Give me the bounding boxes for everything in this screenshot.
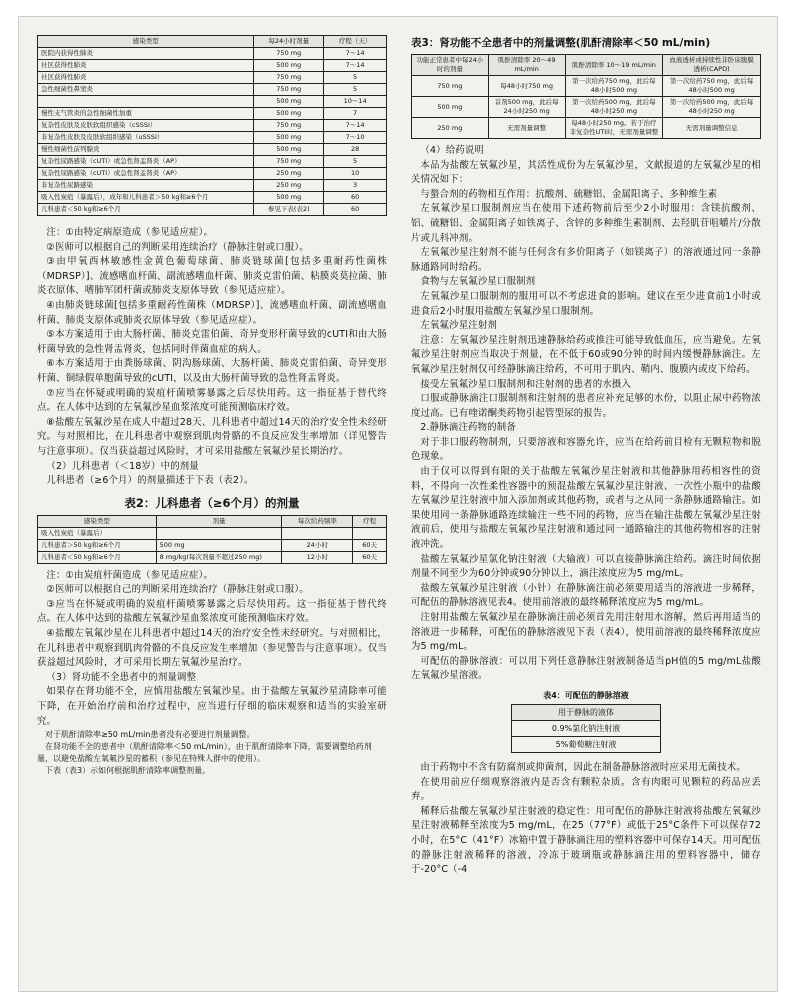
table-cell: 500 mg	[412, 97, 489, 118]
paragraph: 如果存在肾功能不全，应慎用盐酸左氧氟沙星。由于盐酸左氧氟沙星清除率可能下降，在开始治疗前和治疗过程中，应当进行仔细的临床观察和适当的实验室研究。	[37, 686, 387, 727]
table-cell	[156, 527, 282, 539]
paragraph: 由于药物中不含有防腐剂或抑菌剂，因此在制备静脉溶液时应采用无菌技术。	[420, 761, 746, 773]
table-1-dosage	[37, 35, 387, 216]
table-cell: 儿科患者＜50 kg和≥6个月	[38, 204, 254, 216]
paragraph: 与螯合剂的药物相互作用：抗酸剂、硫糖铝、金属阳离子、多种维生素	[420, 188, 718, 200]
paragraph: 稀释后盐酸左氧氟沙星注射液的稳定性：用可配伍的静脉注射液将盐酸左氧氟沙星注射液稀释至浓度为5 mg/mL，在25（77°F）或低于25°C条件下可以保存72小时，在5°C（41°F）冰箱中置于静脉滴注用的塑料容器中可保存14天。用可配伍的静脉注射液稀释的溶液，冷冻于玻璃瓶或静脉滴注用的塑料容器中，储存于-20°C（-4	[411, 805, 761, 876]
table-3-title: 表3：肾功能不全患者中的剂量调整(肌酐清除率＜50 mL/min)	[411, 37, 711, 49]
paragraph: 在使用前应仔细观察溶液内是否含有颗粒杂质。含有肉眼可见颗粒的药品应丢弃。	[411, 776, 761, 803]
paragraph: ⑤本方案适用于由大肠杆菌、肺炎克雷伯菌、奇异变形杆菌导致的cUTI和由大肠杆菌导致的急性肾盂肾炎，包括同时伴菌血症的病人。	[37, 329, 387, 355]
table-row	[512, 704, 661, 720]
table-cell: 急性细菌性鼻窦炎	[38, 84, 254, 96]
table-row	[512, 720, 661, 736]
table-2-body	[38, 527, 387, 563]
col-header: 剂量	[156, 515, 282, 527]
table-cell: 5	[324, 84, 387, 96]
paragraph: ④盐酸左氧氟沙星在儿科患者中超过14天的治疗安全性未经研究。与对照相比，在儿科患者中观察到肌肉骨骼的不良反应发生率增加（参见警告与注意事项）。仅当获益超过风险时，才可采用长期左氧氟沙星治疗。	[37, 628, 387, 669]
table-row	[38, 551, 387, 563]
col-header: 感染类型	[38, 515, 157, 527]
paragraph: 可配伍的静脉溶液：可以用下列任意静脉注射液制备适当pH值的5 mg/mL盐酸左氧氟沙星溶液。	[411, 655, 761, 682]
subheading: 接受左氧氟沙星口服制剂和注射剂的患者的水摄入	[420, 378, 632, 390]
table-cell: 非复杂性皮肤及皮肤软组织感染（uSSSI）	[38, 132, 254, 144]
table-cell	[282, 527, 353, 539]
table-cell: 500 mg	[254, 108, 324, 120]
table-cell: 250 mg	[254, 180, 324, 192]
col-header: 肌酐清除率 20～49 mL/min	[488, 55, 565, 76]
table-cell: 750 mg	[254, 48, 324, 60]
table-row	[38, 539, 387, 551]
table-cell: 500 mg	[254, 96, 324, 108]
table-cell: 500 mg	[254, 60, 324, 72]
table-cell: 复杂性尿路感染（cUTI）或急性肾盂肾炎（AP）	[38, 168, 254, 180]
table-cell: 7～10	[324, 132, 387, 144]
table-cell: 社区获得性肺炎	[38, 60, 254, 72]
col-header: 血液透析或持续性非卧床腹膜透析(CAPD)	[663, 55, 761, 76]
table-cell	[353, 527, 387, 539]
subheading: 左氧氟沙星注射剂	[420, 320, 497, 332]
table-cell: 无需剂量调整信息	[663, 118, 761, 139]
small-paragraph: 对于肌酐清除率≥50 mL/min患者没有必要进行剂量调整。	[45, 730, 255, 740]
table-row	[412, 76, 761, 97]
table-cell: 每48小时750 mg	[488, 76, 565, 97]
left-column	[37, 35, 387, 777]
table-cell: 非复杂性尿路感染	[38, 180, 254, 192]
table-cell: 7	[324, 108, 387, 120]
table-cell: 28	[324, 144, 387, 156]
table-cell: 7～14	[324, 48, 387, 60]
paragraph: 左氧氟沙星口服制剂应当在使用下述药物前后至少2小时服用：含镁抗酸剂、铝、硫糖铝、金属阳离子如铁离子、含锌的多种维生素制剂、去羟肌苷咀嚼片/分散片或儿科冲剂。	[411, 203, 761, 244]
section-heading: （3）肾功能不全患者中的剂量调整	[46, 671, 197, 683]
table-cell: 7～14	[324, 120, 387, 132]
paragraph: 盐酸左氧氟沙星氯化钠注射液（大输液）可以直接静脉滴注给药。滴注时间依据剂量不同至少为60分钟或90分钟以上，滴注浓度应为5 mg/mL。	[411, 553, 761, 580]
table-4-title: 表4：可配伍的静脉溶液	[543, 690, 629, 700]
table-cell	[38, 96, 254, 108]
paragraph: 注射用盐酸左氧氟沙星在静脉滴注前必须首先用注射用水溶解，然后再用适当的溶液进一步稀释，可配伍的静脉溶液见下表（表4），使用前溶液的最终稀释浓度应为5 mg/mL。	[411, 612, 761, 653]
table-row	[38, 527, 387, 539]
table-2-pediatric-dosage	[37, 515, 387, 564]
table-cell: 第一次给药750 mg，此后每48小时500 mg	[663, 76, 761, 97]
table-cell: 750 mg	[254, 120, 324, 132]
table-row	[38, 180, 387, 192]
table-cell: 250 mg	[412, 118, 489, 139]
paragraph: ③应当在怀疑或明确的炭疽杆菌喷雾暴露之后尽快用药。这一指征基于替代终点。在人体中达到的盐酸左氧氟沙星血浆浓度可能预测临床疗效。	[37, 598, 387, 625]
table-row	[38, 72, 387, 84]
paragraph: 对于非口服药物制剂，只要溶液和容器允许，应当在给药前目检有无颗粒物和脱色现象。	[411, 436, 761, 463]
table-cell: 第一次给药500 mg，此后每48小时250 mg	[663, 97, 761, 118]
table-cell: 250 mg	[254, 168, 324, 180]
right-text-1	[411, 144, 761, 684]
table-cell: 吸入性炭疽（暴露后）	[38, 527, 157, 539]
section-heading: 2.静脉滴注药物的制备	[420, 422, 516, 434]
table-cell: 5%葡萄糖注射液	[512, 736, 661, 752]
paragraph: ⑥本方案适用于由粪肠球菌、阴沟肠球菌、大肠杆菌、肺炎克雷伯菌、奇异变形杆菌、铜绿假单胞菌导致的cUTI，以及由大肠杆菌导致的急性肾盂肾炎。	[37, 358, 387, 384]
paragraph: 左氧氟沙星注射剂不能与任何含有多价阳离子（如镁离子）的溶液通过同一条静脉通路同时给药。	[411, 247, 761, 273]
table-cell: 10	[324, 168, 387, 180]
table-row	[38, 132, 387, 144]
paragraph: 口服或静脉滴注口服制剂和注射剂的患者应补充足够的水份，以阻止尿中药物浓度过高。已有喹诺酮类药物引起管型尿的报告。	[411, 393, 761, 419]
table-cell: 8 mg/kg(每次剂量不超过250 mg)	[156, 551, 282, 563]
col-header: 功能正常患者中每24小时的剂量	[412, 55, 489, 76]
table-cell: 500 mg	[254, 132, 324, 144]
table-cell: 500 mg	[254, 144, 324, 156]
table-cell: 750 mg	[254, 72, 324, 84]
paragraph: ②医师可以根据自己的判断采用连续治疗（静脉注射或口服）。	[46, 584, 309, 596]
table-header-row	[38, 515, 387, 527]
section-heading: （2）儿科患者（＜18岁）中的剂量	[46, 460, 199, 472]
table-cell: 60	[324, 204, 387, 216]
table-cell: 60天	[353, 539, 387, 551]
left-notes-1	[37, 226, 387, 489]
table-cell: 10～14	[324, 96, 387, 108]
col-header-infection-type: 感染类型	[38, 36, 254, 48]
table-row	[38, 60, 387, 72]
col-header: 每次给药频率	[282, 515, 353, 527]
table-cell: 复杂性皮肤及皮肤软组织感染（cSSSI）	[38, 120, 254, 132]
subheading: 食物与左氧氟沙星口服制剂	[420, 276, 536, 288]
table-cell: 750 mg	[412, 76, 489, 97]
table-cell: 0.9%氯化钠注射液	[512, 720, 661, 736]
col-header: 肌酐清除率 10～19 mL/min	[565, 55, 663, 76]
table-row	[38, 120, 387, 132]
table-2-title: 表2：儿科患者（≥6个月）的剂量	[124, 495, 300, 510]
table-row	[38, 48, 387, 60]
paragraph: 由于仅可以得到有限的关于盐酸左氧氟沙星注射液和其他静脉用药相容性的资料，不得向一次性柔性容器中的预混盐酸左氧氟沙星注射液、一次性小瓶中的盐酸左氧氟沙星注射液中加入添加剂或其他药物，或者与之从同一条静脉通路输注。如果使用同一条静脉通路连续输注一些不同的药物，应当在输注盐酸左氧氟沙星注射液前后，使用与盐酸左氧氟沙星注射液和通过同一通路输注的其他药物相容的注射液冲洗。	[411, 466, 761, 551]
table-cell: 无需剂量调整	[488, 118, 565, 139]
table-cell: 24小时	[282, 539, 353, 551]
paragraph: 本品为盐酸左氧氟沙星，其活性成份为左氧氟沙星，文献报道的左氧氟沙星的相关情况如下：	[411, 159, 761, 186]
col-header: 疗程	[353, 515, 387, 527]
paragraph: 盐酸左氧氟沙星注射液（小针）在静脉滴注前必须要用适当的溶液进一步稀释，可配伍的静脉溶液见表4。使用前溶液的最终稀释浓度应为5 mg/mL。	[411, 582, 761, 609]
paragraph: ③由甲氧西林敏感性金黄色葡萄球菌、肺炎链球菌[包括多重耐药性菌株（MDRSP）]、流感嗜血杆菌、副流感嗜血杆菌、肺炎克雷伯菌、粘膜炎莫拉菌、肺炎衣原体、嗜肺军团杆菌或肺炎支原体导致（参见适应症）。	[37, 256, 387, 297]
table-cell: 60天	[353, 551, 387, 563]
paragraph: 左氧氟沙星口服制剂的服用可以不考虑进食的影响。建议在至少进食前1小时或进食后2小时服用盐酸左氧氟沙星口服制剂。	[411, 290, 761, 317]
table-cell: 用于静脉的液体	[512, 704, 661, 720]
table-cell: 500 mg	[254, 192, 324, 204]
table-cell: 复杂性尿路感染（cUTI）或急性肾盂肾炎（AP）	[38, 156, 254, 168]
table-cell: 儿科患者＜50 kg和≥6个月	[38, 551, 157, 563]
table-row	[38, 156, 387, 168]
table-cell: 每48小时250 mg。若于治疗非复杂性UTI时，无需剂量调整	[565, 118, 663, 139]
table-header-row	[412, 55, 761, 76]
table-cell: 750 mg	[254, 156, 324, 168]
table-cell: 医院内获得性肺炎	[38, 48, 254, 60]
table-row	[38, 192, 387, 204]
table-1-body	[38, 48, 387, 216]
left-notes-2	[37, 569, 387, 778]
paragraph: ⑧盐酸左氧氟沙星在成人中超过28天、儿科患者中超过14天的治疗安全性未经研究。与对照相比，在儿科患者中观察到肌肉骨骼的不良反应发生率增加（详见警告与注意事项）。仅当获益超过风险时，才可采用盐酸左氧氟沙星长期治疗。	[37, 416, 387, 457]
document-page	[18, 16, 778, 992]
table-cell: 第一次给药750 mg，此后每48小时500 mg	[565, 76, 663, 97]
table-cell: 12小时	[282, 551, 353, 563]
paragraph: ④由肺炎链球菌[包括多重耐药性菌株（MDRSP）]、流感嗜血杆菌、副流感嗜血杆菌、肺炎支原体或肺炎衣原体导致（参见适应症）。	[37, 299, 387, 326]
small-paragraph: 下表（表3）示如何根据肌酐清除率调整剂量。	[45, 766, 211, 776]
paragraph: 注：①由炭疽杆菌造成（参见适应症）。	[46, 569, 214, 581]
paragraph: ⑦应当在怀疑或明确的炭疽杆菌喷雾暴露之后尽快用药。这一指征基于替代终点。在人体中达到的左氧氟沙星血浆浓度可能预测临床疗效。	[37, 387, 387, 414]
table-cell: 5	[324, 72, 387, 84]
table-cell: 7～14	[324, 60, 387, 72]
table-row	[412, 118, 761, 139]
paragraph: 注：①由特定病原造成（参见适应症）。	[46, 227, 214, 238]
table-row	[412, 97, 761, 118]
table-row	[38, 204, 387, 216]
table-row	[38, 84, 387, 96]
table-row	[512, 736, 661, 752]
table-row	[38, 108, 387, 120]
table-cell: 3	[324, 180, 387, 192]
table-row	[38, 144, 387, 156]
paragraph: ②医师可以根据自己的判断采用连续治疗（静脉注射或口服）。	[46, 241, 309, 253]
right-text-2	[411, 761, 761, 878]
table-cell: 慢性细菌性前列腺炎	[38, 144, 254, 156]
table-cell: 5	[324, 156, 387, 168]
table-3-body	[412, 76, 761, 139]
table-4-compatible-solutions	[511, 704, 661, 753]
col-header-dose: 每24小时剂量	[254, 36, 324, 48]
table-header-row	[38, 36, 387, 48]
col-header-duration: 疗程（天）	[324, 36, 387, 48]
section-heading: （4）给药说明	[420, 145, 485, 156]
table-cell: 参见下表(表2)	[254, 204, 324, 216]
table-cell: 社区获得性肺炎	[38, 72, 254, 84]
right-column	[411, 35, 761, 878]
small-paragraph: 在肾功能不全的患者中（肌酐清除率＜50 mL/min），由于肌酐清除率下降，需要调整给药剂量，以避免盐酸左氧氟沙星的蓄积（参见在特殊人群中的使用）。	[37, 742, 372, 764]
table-cell: 慢性支气管炎的急性细菌性加重	[38, 108, 254, 120]
table-3-renal-dosage	[411, 54, 761, 139]
table-cell: 吸入性炭疽（暴露后），成年和儿科患者＞50 kg和≥6个月	[38, 192, 254, 204]
table-cell: 750 mg	[254, 84, 324, 96]
paragraph: 儿科患者（≥6个月）的剂量描述于下表（表2）。	[46, 475, 254, 487]
table-cell: 首剂500 mg，此后每24小时250 mg	[488, 97, 565, 118]
table-cell: 第一次给药500 mg，此后每48小时250 mg	[565, 97, 663, 118]
table-row	[38, 168, 387, 180]
table-cell: 儿科患者＞50 kg和≥6个月	[38, 539, 157, 551]
table-row	[38, 96, 387, 108]
paragraph: 注意：左氧氟沙星注射剂迅速静脉给药或推注可能导致低血压，应当避免。左氧氟沙星注射剂应当取决于剂量，在不低于60或90分钟的时间内缓慢静脉滴注。左氧氟沙星注射剂仅可经静脉滴注给药，不可用于肌内、鞘内、腹膜内或皮下给药。	[411, 334, 761, 375]
table-cell: 60	[324, 192, 387, 204]
table-cell: 500 mg	[156, 539, 282, 551]
